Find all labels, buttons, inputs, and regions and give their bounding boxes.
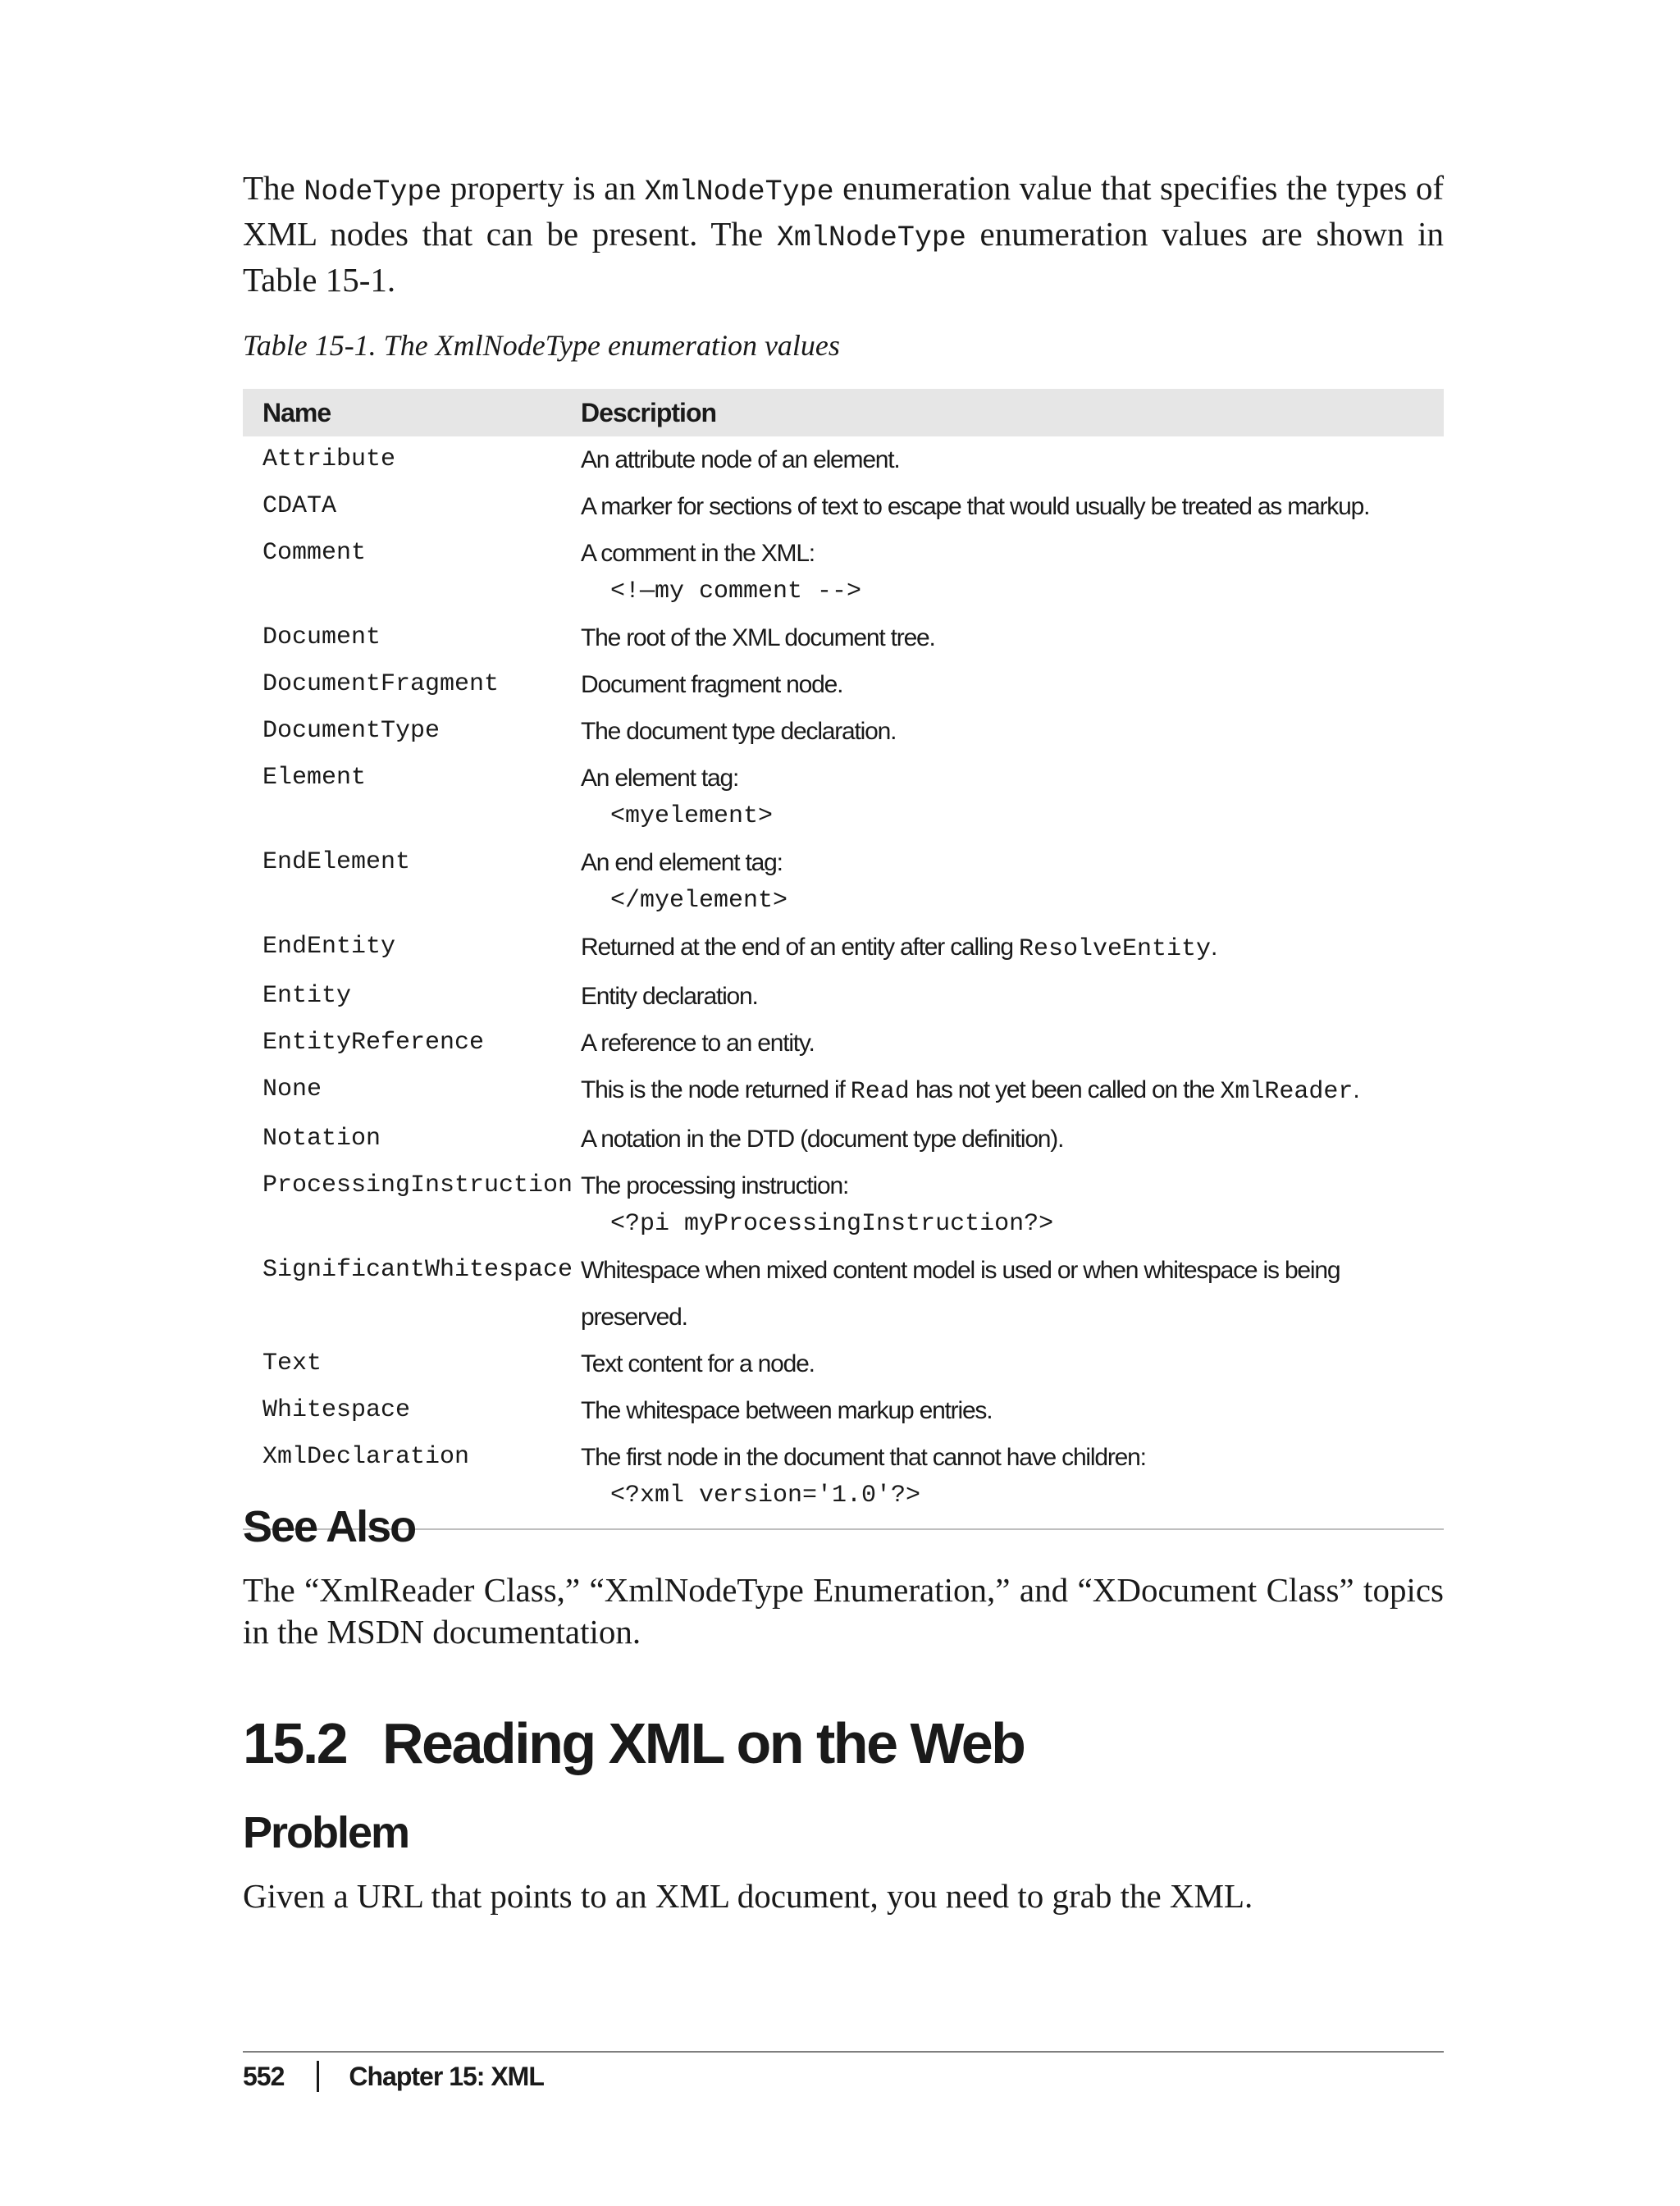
enum-name: Notation bbox=[262, 1125, 381, 1153]
see-also-heading: See Also bbox=[243, 1502, 416, 1551]
enum-description bbox=[581, 1066, 1444, 1116]
chapter-label: Chapter 15: XML bbox=[349, 2061, 544, 2091]
intro-text-4: enumeration values are shown in Table 15-1. bbox=[243, 215, 1444, 299]
code-example: <myelement> bbox=[610, 802, 774, 830]
enum-description bbox=[581, 1020, 1444, 1066]
enum-name: EndEntity bbox=[262, 933, 396, 961]
description-text: A reference to an entity. bbox=[581, 1030, 815, 1057]
description-text: An attribute node of an element. bbox=[581, 446, 900, 473]
code-example: </myelement> bbox=[610, 887, 788, 915]
description-text: An end element tag: bbox=[581, 849, 783, 876]
description-text: A comment in the XML: bbox=[581, 540, 815, 567]
section-heading bbox=[243, 1710, 1024, 1776]
table-row bbox=[243, 1116, 1444, 1162]
enum-description bbox=[581, 708, 1444, 755]
description-line bbox=[581, 661, 1444, 708]
enum-name: Whitespace bbox=[262, 1396, 411, 1424]
enum-name: Entity bbox=[262, 982, 352, 1010]
intro-text-3: enumeration value that specifies the types of XML nodes that can be present. The bbox=[243, 169, 1444, 253]
code-example: <?pi myProcessingInstruction?> bbox=[610, 1210, 1054, 1238]
description-text: Returned at the end of an entity after calling bbox=[581, 934, 1019, 961]
table-row bbox=[243, 973, 1444, 1020]
description-line bbox=[581, 436, 1444, 483]
table-row bbox=[243, 530, 1444, 614]
description-line bbox=[581, 1066, 1444, 1116]
description-line bbox=[581, 755, 1444, 802]
table-caption: Table 15-1. The XmlNodeType enumeration values bbox=[243, 329, 840, 362]
intro-code-xmlnodetype: XmlNodeType bbox=[644, 176, 834, 208]
table-row bbox=[243, 1434, 1444, 1519]
enum-name: None bbox=[262, 1076, 322, 1103]
enum-description bbox=[581, 1434, 1444, 1519]
problem-heading: Problem bbox=[243, 1808, 409, 1857]
description-line bbox=[581, 483, 1444, 530]
description-text: An element tag: bbox=[581, 765, 739, 792]
intro-text-1: The bbox=[243, 169, 304, 207]
table-row bbox=[243, 436, 1444, 483]
enum-name: Element bbox=[262, 764, 367, 792]
section-title: Reading XML on the Web bbox=[382, 1711, 1025, 1775]
table-row bbox=[243, 1247, 1444, 1340]
description-text: This is the node returned if bbox=[581, 1076, 851, 1103]
enum-name: EndElement bbox=[262, 848, 411, 876]
enum-name: SignificantWhitespace bbox=[262, 1256, 573, 1284]
intro-text-2: property is an bbox=[441, 169, 645, 207]
table-body bbox=[243, 436, 1444, 1519]
description-text: Text content for a node. bbox=[581, 1350, 815, 1377]
enum-description bbox=[581, 1116, 1444, 1162]
enum-name: XmlDeclaration bbox=[262, 1443, 470, 1471]
description-line bbox=[581, 1162, 1444, 1209]
enum-description bbox=[581, 1162, 1444, 1247]
description-line bbox=[581, 708, 1444, 755]
enum-name: Attribute bbox=[262, 445, 396, 473]
table-row bbox=[243, 1162, 1444, 1247]
description-text: Entity declaration. bbox=[581, 983, 758, 1010]
intro-code-xmlnodetype-2: XmlNodeType bbox=[776, 222, 966, 254]
enum-description bbox=[581, 973, 1444, 1020]
table-row bbox=[243, 1387, 1444, 1434]
see-also-text: The “XmlReader Class,” “XmlNodeType Enumeration,” and “XDocument Class” topics in the MSDN documentation. bbox=[243, 1571, 1444, 1651]
description-text: The first node in the document that cannot have children: bbox=[581, 1444, 1146, 1471]
table-header bbox=[243, 389, 1444, 436]
enum-description bbox=[581, 755, 1444, 839]
header-name: Name bbox=[262, 397, 331, 427]
footer-separator bbox=[317, 2061, 319, 2092]
description-line bbox=[581, 614, 1444, 661]
description-line bbox=[581, 1116, 1444, 1162]
inline-code: ResolveEntity bbox=[1018, 935, 1212, 963]
description-text: A marker for sections of text to escape that would usually be treated as markup. bbox=[581, 493, 1370, 520]
table-row bbox=[243, 614, 1444, 661]
enum-description bbox=[581, 436, 1444, 483]
description-line bbox=[581, 973, 1444, 1020]
description-text: has not yet been called on the bbox=[909, 1076, 1221, 1103]
enum-description bbox=[581, 924, 1444, 973]
enum-description bbox=[581, 614, 1444, 661]
inline-code: XmlReader bbox=[1220, 1078, 1354, 1106]
enum-description bbox=[581, 839, 1444, 924]
description-line bbox=[581, 1020, 1444, 1066]
table-row bbox=[243, 924, 1444, 973]
enum-description bbox=[581, 483, 1444, 530]
enum-name: DocumentFragment bbox=[262, 670, 500, 698]
description-text: Document fragment node. bbox=[581, 671, 843, 698]
enum-name: Text bbox=[262, 1350, 322, 1377]
description-text: A notation in the DTD (document type definition). bbox=[581, 1126, 1064, 1153]
description-text: The root of the XML document tree. bbox=[581, 624, 935, 651]
table-row bbox=[243, 1020, 1444, 1066]
enum-name: ProcessingInstruction bbox=[262, 1172, 573, 1199]
description-line bbox=[581, 1247, 1444, 1340]
page-number: 552 bbox=[243, 2061, 285, 2091]
problem-text: Given a URL that points to an XML document, you need to grab the XML. bbox=[243, 1877, 1253, 1915]
enum-description bbox=[581, 1387, 1444, 1434]
table-row bbox=[243, 661, 1444, 708]
description-text: Whitespace when mixed content model is used or when whitespace is being preserved. bbox=[581, 1257, 1340, 1331]
code-example: <?xml version='1.0'?> bbox=[610, 1482, 921, 1509]
description-text: . bbox=[1353, 1076, 1359, 1103]
description-line bbox=[581, 1387, 1444, 1434]
page-footer bbox=[243, 2061, 544, 2092]
description-line bbox=[581, 1340, 1444, 1387]
table-row bbox=[243, 1340, 1444, 1387]
description-text: The document type declaration. bbox=[581, 718, 897, 745]
enum-description bbox=[581, 1340, 1444, 1387]
description-text: . bbox=[1211, 934, 1217, 961]
table-row bbox=[243, 483, 1444, 530]
inline-code: Read bbox=[850, 1078, 910, 1106]
enum-name: DocumentType bbox=[262, 717, 441, 745]
description-line bbox=[581, 530, 1444, 577]
table-row bbox=[243, 708, 1444, 755]
intro-code-nodetype: NodeType bbox=[304, 176, 442, 208]
enum-description bbox=[581, 661, 1444, 708]
header-description: Description bbox=[581, 397, 717, 427]
section-number: 15.2 bbox=[243, 1711, 347, 1775]
enum-description bbox=[581, 530, 1444, 614]
footer-divider bbox=[243, 2051, 1444, 2053]
enum-description bbox=[581, 1247, 1444, 1340]
enum-name: EntityReference bbox=[262, 1029, 485, 1057]
description-text: The whitespace between markup entries. bbox=[581, 1397, 993, 1424]
enum-name: Document bbox=[262, 623, 381, 651]
enum-table bbox=[243, 389, 1444, 1530]
description-text: The processing instruction: bbox=[581, 1172, 849, 1199]
enum-name: Comment bbox=[262, 539, 367, 567]
intro-paragraph bbox=[243, 167, 1444, 301]
enum-name: CDATA bbox=[262, 492, 337, 520]
code-example: <!—my comment --> bbox=[610, 578, 862, 605]
description-line bbox=[581, 1434, 1444, 1481]
description-line bbox=[581, 839, 1444, 886]
table-row bbox=[243, 1066, 1444, 1116]
table-row bbox=[243, 755, 1444, 839]
description-line bbox=[581, 924, 1444, 973]
table-row bbox=[243, 839, 1444, 924]
